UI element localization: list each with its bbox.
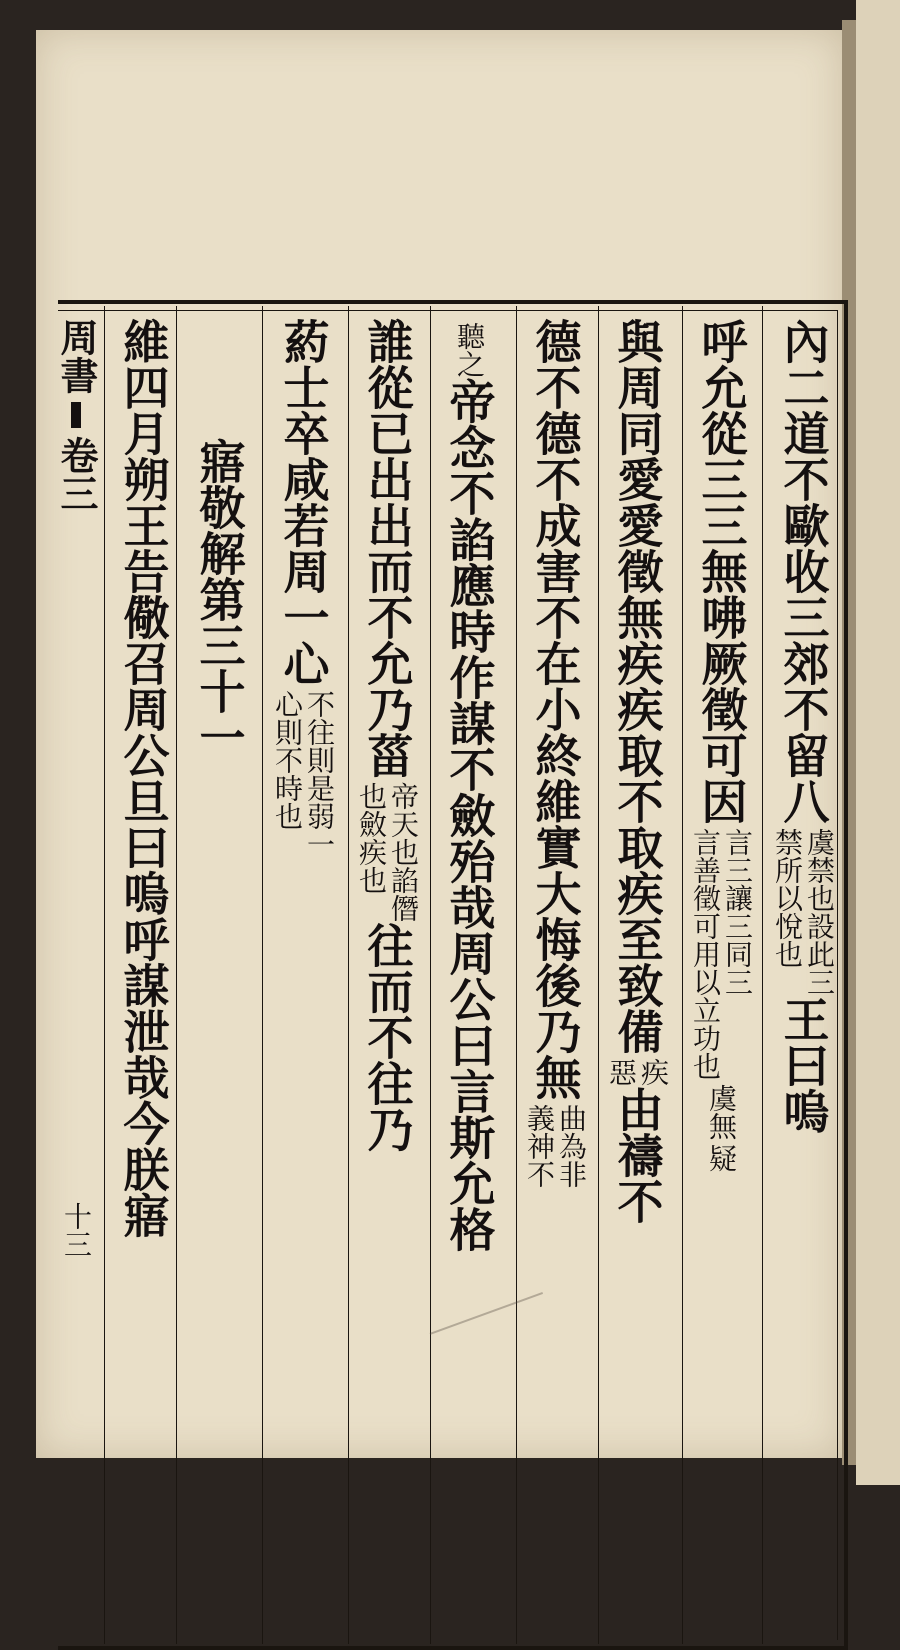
annotation-right: 言三讓三同三: [721, 828, 754, 996]
annotation-left: 惡: [605, 1058, 638, 1086]
annotation-left: 禁所以悅也: [771, 828, 804, 968]
annotation-right: 曲為非: [555, 1104, 588, 1188]
text-column: [770, 318, 836, 1638]
annotation-left: 也斂疾也: [355, 782, 388, 894]
annotation: [272, 690, 334, 858]
main-text: 往而不往乃: [360, 922, 415, 1152]
chapter-title-column: [186, 318, 252, 1638]
main-text: 王曰嗚: [776, 996, 831, 1134]
column-rule: [516, 306, 517, 1644]
text-column: [688, 318, 754, 1638]
text-column: [522, 318, 588, 1638]
column-rule: [176, 306, 177, 1644]
main-text: 誰從已出出而不允乃菑: [360, 318, 415, 778]
annotation-left: 心則不時也: [271, 690, 304, 830]
main-text: 德不德不成害不在小終維實大悔後乃無: [528, 318, 583, 1100]
annotation-head: 聽之: [453, 322, 486, 378]
volume-label: 卷三: [54, 436, 99, 512]
main-text: 由禱不: [610, 1086, 665, 1224]
annotation: [772, 828, 834, 996]
chapter-title: 寤敬解第三十一: [192, 438, 247, 760]
fish-tail-mark-icon: [71, 402, 81, 428]
page-margin-column: [48, 318, 104, 1638]
text-column: [270, 318, 336, 1638]
text-column: [354, 318, 420, 1638]
main-text: 葯士卒咸若周一心: [276, 318, 331, 686]
main-text: 維四月朔王告儆召周公旦曰嗚呼謀泄哉今朕寤: [116, 318, 171, 1238]
text-column: [604, 318, 670, 1638]
annotation: [690, 828, 752, 1080]
annotation-right: 帝天也諂僭: [387, 782, 420, 922]
annotation: [356, 782, 418, 922]
column-rule: [682, 306, 683, 1644]
annotation-left: 言善徵可用以立功也: [689, 828, 722, 1080]
leaf-number: 十三: [60, 1202, 93, 1258]
main-text: 內二道不歐收三郊不留八: [776, 318, 831, 824]
column-rule: [262, 306, 263, 1644]
column-rule: [762, 306, 763, 1644]
annotation-tail: 疑: [705, 1144, 738, 1172]
annotation-left: 義神不: [523, 1104, 556, 1188]
column-rule: [348, 306, 349, 1644]
column-rule: [598, 306, 599, 1644]
text-column: [110, 318, 176, 1638]
book-title: 周書: [54, 318, 99, 394]
text-column: [436, 318, 502, 1638]
annotation: [606, 1058, 668, 1086]
column-rule: [104, 306, 105, 1644]
adjacent-page-edge: [856, 0, 900, 1485]
main-text: 呼允從三三無咈厥徵可因: [694, 318, 749, 824]
annotation-right: 虞禁也設此三: [803, 828, 836, 996]
annotation: [524, 1104, 586, 1188]
annotation-right: 疾: [637, 1058, 670, 1086]
column-rule: [430, 306, 431, 1644]
main-text: 與周同愛愛徵無疾疾取不取疾至致備: [610, 318, 665, 1054]
annotation-right: 不往則是弱一: [303, 690, 336, 858]
annotation-tail: 虞無: [705, 1084, 738, 1140]
main-text: 帝念不諂應時作謀不斂殆哉周公曰言斯允格: [442, 378, 497, 1252]
